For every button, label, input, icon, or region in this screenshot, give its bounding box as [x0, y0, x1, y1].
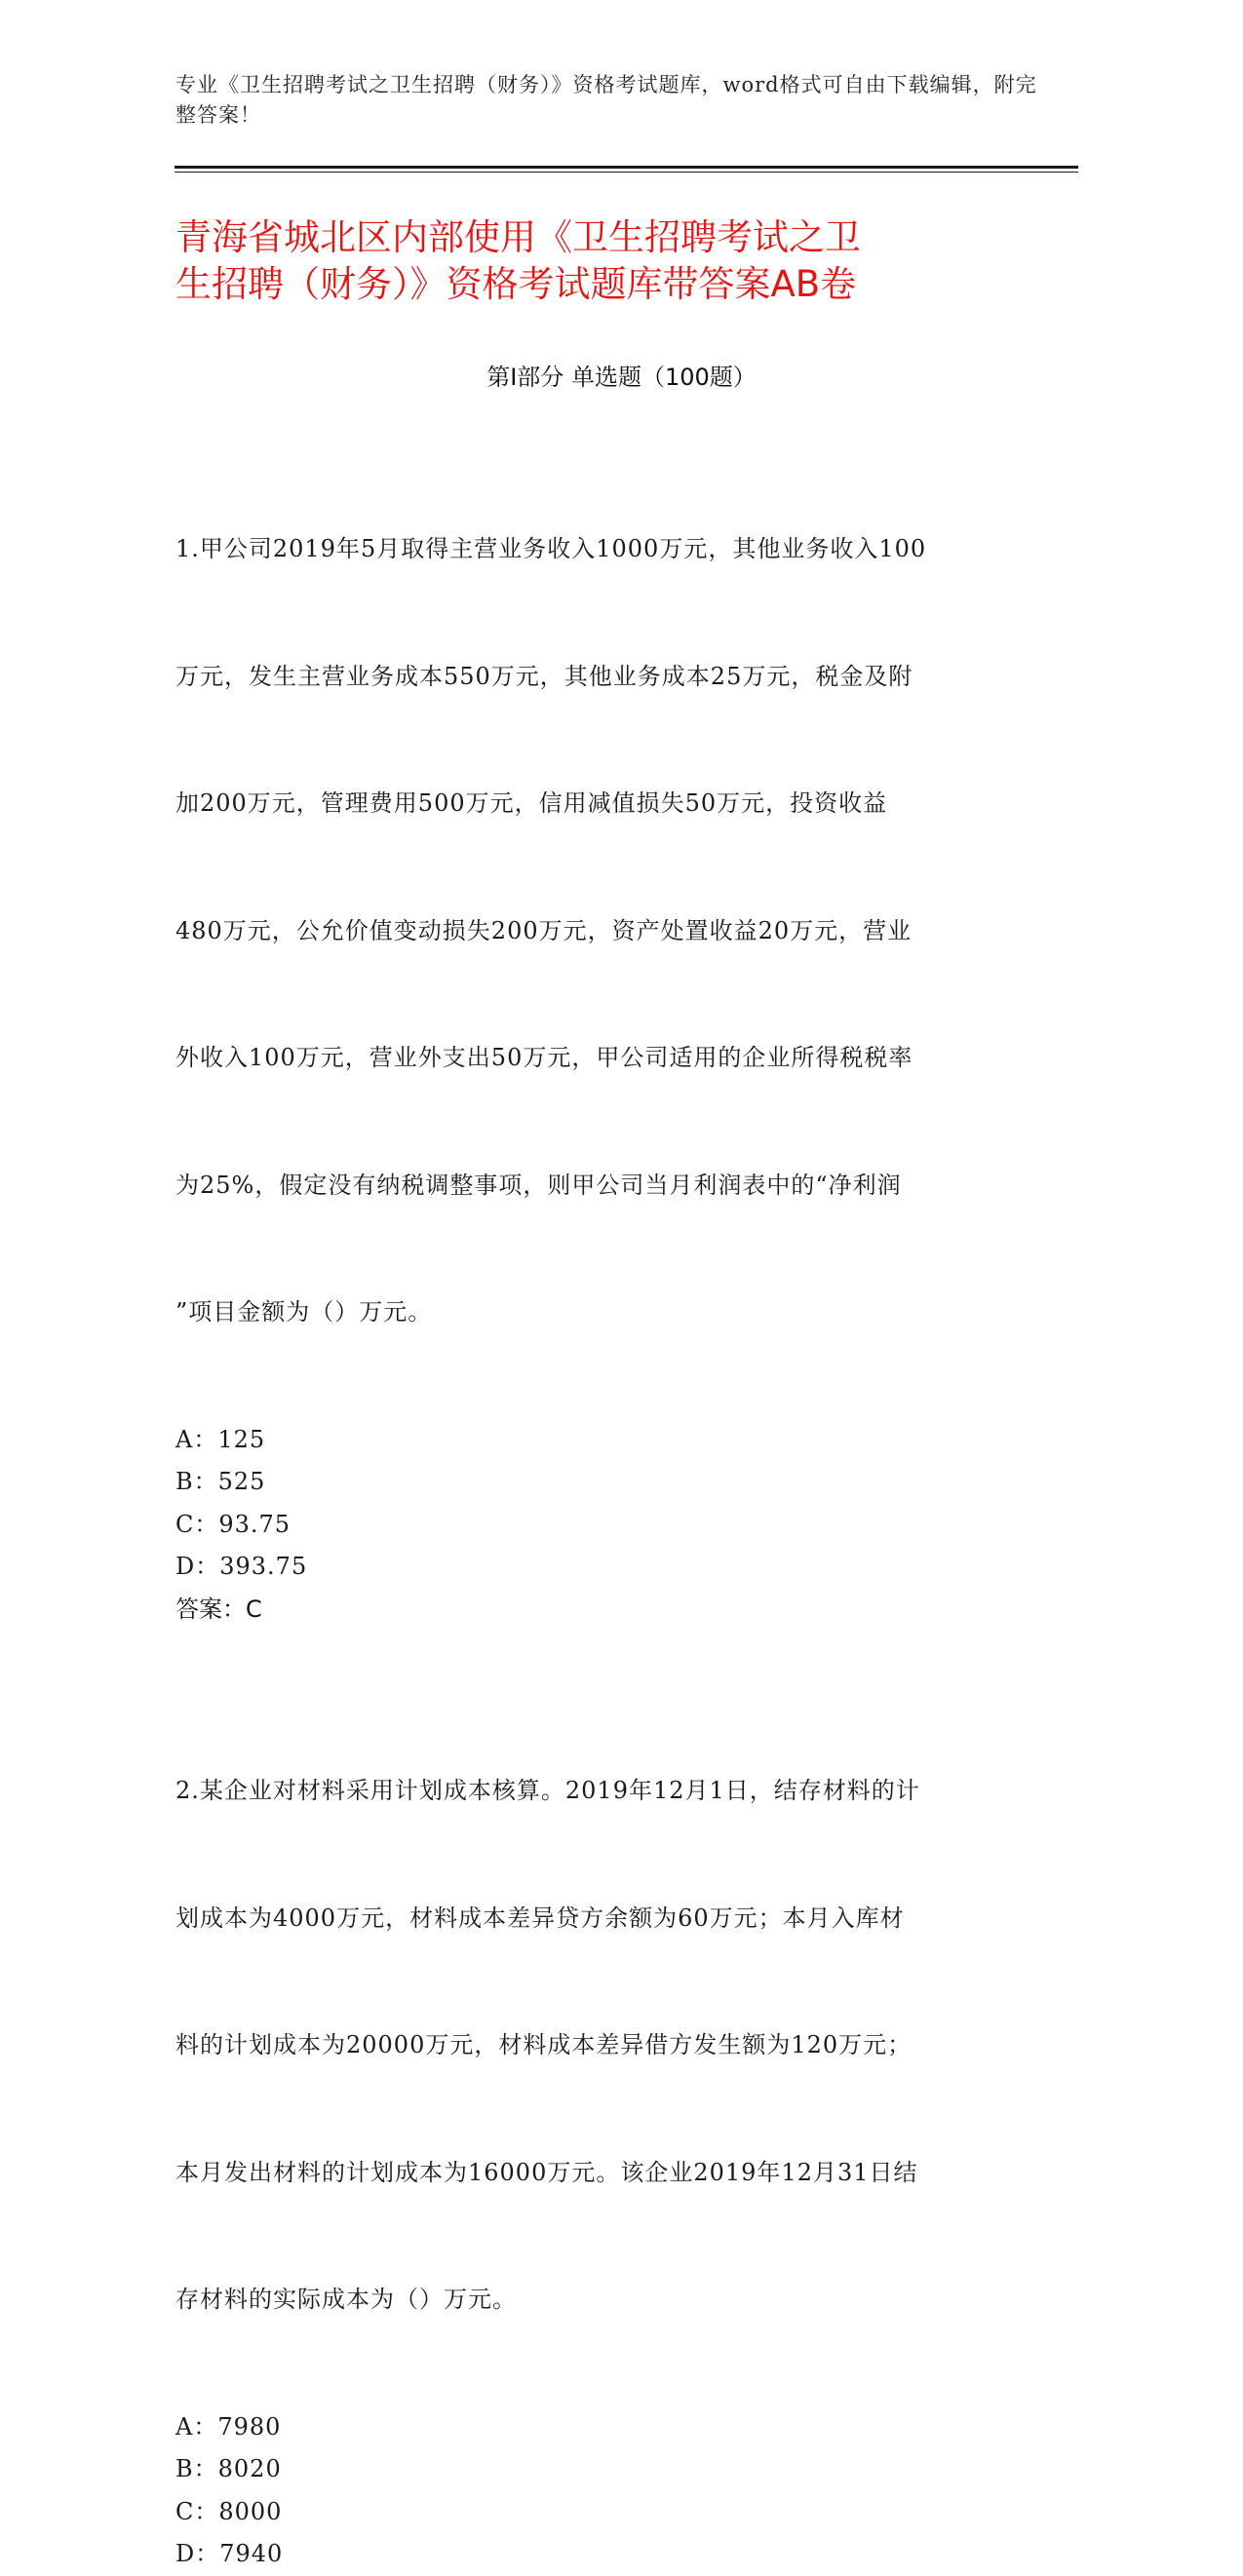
- document-title-line-2: 生招聘（财务）》资格考试题库带答案AB卷: [175, 263, 857, 305]
- question-stem-line: 480万元，公允价值变动损失200万元，资产处置收益20万元，营业: [175, 916, 913, 944]
- question-stem-line: 外收入100万元，营业外支出50万元，甲公司适用的企业所得税税率: [175, 1044, 913, 1071]
- question-stem-line: 1.甲公司2019年5月取得主营业务收入1000万元，其他业务收入100: [175, 535, 927, 562]
- option-c: C：8000: [175, 2497, 283, 2525]
- document-title-line-1: 青海省城北区内部使用《卫生招聘考试之卫: [175, 216, 861, 258]
- option-a: A：125: [175, 1425, 266, 1453]
- option-b: B：525: [175, 1468, 266, 1495]
- option-d: D：7940: [175, 2540, 284, 2567]
- question-stem-line: 本月发出材料的计划成本为16000万元。该企业2019年12月31日结: [175, 2158, 918, 2186]
- section-heading: 第Ⅰ部分 单选题（100题）: [486, 364, 757, 391]
- answer-label: 答案：C: [175, 1595, 262, 1623]
- header-note: 专业《卫生招聘考试之卫生招聘（财务）》资格考试题库，word格式可自由下载编辑，附完整答案！: [175, 73, 1037, 127]
- header-rule-thick: [175, 166, 1078, 169]
- question-stem: [175, 1685, 1024, 2406]
- document-title: [175, 214, 1024, 308]
- question-stem: [175, 443, 1024, 1419]
- question-stem-line: ”项目金额为（）万元。: [175, 1298, 433, 1326]
- question-2: [175, 1685, 1024, 2576]
- question-stem-line: 划成本为4000万元，材料成本差异贷方余额为60万元；本月入库材: [175, 1903, 905, 1932]
- question-stem-line: 存材料的实际成本为（）万元。: [175, 2286, 517, 2313]
- option-c: C：93.75: [175, 1510, 291, 1538]
- option-b: B：8020: [175, 2455, 282, 2482]
- option-a: A：7980: [175, 2412, 282, 2441]
- question-stem-line: 为25%，假定没有纳税调整事项，则甲公司当月利润表中的“净利润: [175, 1171, 902, 1199]
- question-list: [175, 443, 1024, 2576]
- question-stem-line: 料的计划成本为20000万元，材料成本差异借方发生额为120万元；: [175, 2031, 913, 2058]
- question-stem-line: 加200万元，管理费用500万元，信用减值损失50万元，投资收益: [175, 789, 888, 817]
- header-rule-thin: [175, 172, 1078, 173]
- question-stem-line: 2.某企业对材料采用计划成本核算。2019年12月1日，结存材料的计: [175, 1777, 920, 1804]
- option-d: D：393.75: [175, 1553, 308, 1580]
- question-stem-line: 万元，发生主营业务成本550万元，其他业务成本25万元，税金及附: [175, 662, 913, 690]
- question-1: [175, 443, 1024, 1631]
